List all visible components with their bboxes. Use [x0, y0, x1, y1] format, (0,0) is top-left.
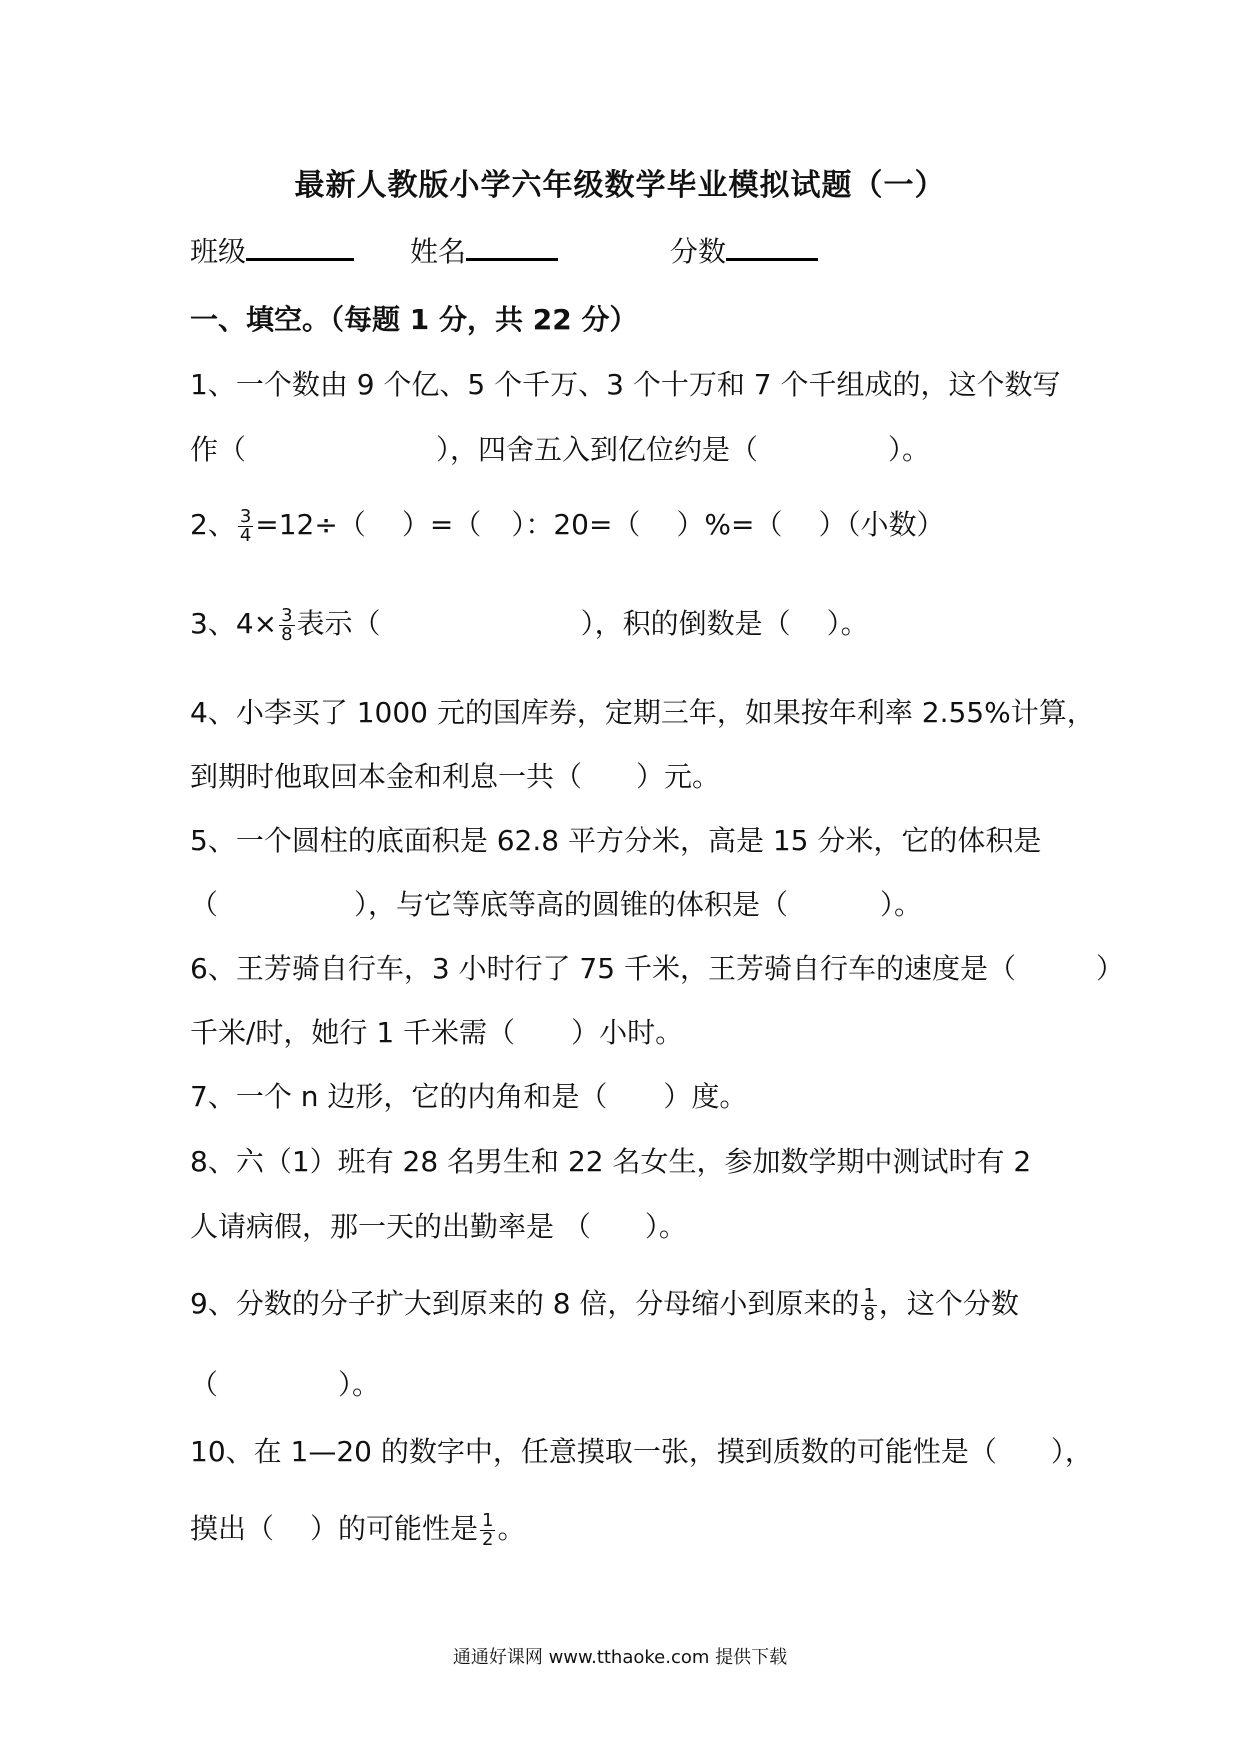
question-1-line-2 — [190, 428, 930, 468]
question-5-line-1: 5、一个圆柱的底面积是 62.8 平方分米，高是 15 分米，它的体积是 — [190, 824, 1042, 857]
fraction-numerator: 1 — [482, 1509, 494, 1531]
q3-text-2: ），积的倒数是（ — [580, 607, 791, 640]
question-3 — [190, 602, 869, 644]
q10-text-3: 摸出（ — [190, 1512, 275, 1545]
name-field — [410, 230, 558, 270]
score-label: 分数 — [670, 235, 727, 268]
q1-text-1: 作（ — [190, 433, 247, 466]
question-6-line-1 — [190, 947, 1124, 987]
page-title: 最新人教版小学六年级数学毕业模拟试题（一） — [294, 168, 946, 203]
class-blank — [246, 232, 354, 261]
q2-text-2: ）=（ — [401, 508, 482, 541]
question-6-line-2 — [190, 1011, 683, 1051]
q1-text-2: ），四舍五入到亿位约是（ — [436, 433, 759, 466]
q7-text-1: 7、一个 n 边形，它的内角和是（ — [190, 1080, 608, 1113]
q10-text-5: 。 — [497, 1512, 526, 1545]
footer-credit: 通通好课网 www.tthaoke.com 提供下载 — [452, 1647, 788, 1668]
q6-text-1: 6、王芳骑自行车，3 小时行了 75 千米，王芳骑自行车的速度是（ — [190, 952, 1016, 985]
question-4-line-2 — [190, 755, 720, 795]
score-field — [670, 230, 818, 270]
fraction — [238, 505, 253, 546]
question-9-line-1 — [190, 1282, 1019, 1324]
fraction-numerator: 3 — [239, 505, 252, 527]
question-8-line-2 — [190, 1205, 687, 1245]
fraction — [480, 1509, 495, 1550]
q5-text-1: （ — [190, 888, 219, 921]
question-9-line-2 — [190, 1363, 380, 1403]
q8-text-2: ）。 — [644, 1210, 687, 1243]
q4-text-1: 到期时他取回本金和利息一共（ — [190, 760, 583, 793]
q6-text-3: 千米/时，她行 1 千米需（ — [190, 1016, 516, 1049]
q2-text-3: ）：20=（ — [511, 508, 641, 541]
question-10-line-1 — [190, 1430, 1093, 1470]
q2-text-1: =12÷（ — [255, 508, 366, 541]
q9-text-2: ，这个分数 — [878, 1287, 1019, 1320]
fraction-denominator: 8 — [281, 623, 293, 645]
q4-text-2: ）元。 — [636, 760, 721, 793]
q5-text-3: ）。 — [880, 888, 923, 921]
fraction — [861, 1284, 876, 1325]
fraction-numerator: 3 — [281, 604, 293, 626]
q7-text-2: ）度。 — [663, 1080, 748, 1113]
section-heading: 一、填空。（每题 1 分，共 22 分） — [190, 303, 638, 336]
class-label: 班级 — [190, 235, 247, 268]
fraction-denominator: 8 — [863, 1303, 875, 1325]
fraction-denominator: 2 — [482, 1528, 494, 1550]
q10-text-1: 10、在 1—20 的数字中，任意摸取一张，摸到质数的可能性是（ — [190, 1435, 997, 1468]
q3-text-0: 3、4× — [190, 607, 278, 640]
class-field — [190, 230, 354, 270]
name-blank — [466, 232, 558, 261]
question-1-line-1: 1、一个数由 9 个亿、5 个千万、3 个十万和 7 个千组成的，这个数写 — [190, 368, 1061, 401]
fraction — [279, 604, 294, 645]
q2-text-5: ）（小数） — [818, 508, 945, 541]
fraction-denominator: 4 — [239, 524, 252, 546]
q6-text-4: ）小时。 — [571, 1016, 684, 1049]
q2-number: 2、 — [190, 508, 236, 541]
q5-text-2: ），与它等底等高的圆锥的体积是（ — [354, 888, 789, 921]
q6-text-2: ） — [1095, 952, 1124, 985]
q10-text-2: ）， — [1050, 1435, 1093, 1468]
q10-text-4: ）的可能性是 — [310, 1512, 479, 1545]
q2-text-4: ）%=（ — [676, 508, 783, 541]
question-7 — [190, 1075, 747, 1115]
score-blank — [726, 232, 818, 261]
q9-text-3: （ — [190, 1368, 219, 1401]
name-label: 姓名 — [410, 235, 467, 268]
question-10-line-2 — [190, 1507, 526, 1549]
question-5-line-2 — [190, 883, 922, 923]
q9-text-1: 9、分数的分子扩大到原来的 8 倍，分母缩小到原来的 — [190, 1287, 860, 1320]
question-8-line-1: 8、六（1）班有 28 名男生和 22 名女生，参加数学期中测试时有 2 — [190, 1145, 1032, 1178]
q3-text-3: ）。 — [826, 607, 869, 640]
q3-text-1: 表示（ — [296, 607, 381, 640]
q9-text-4: ）。 — [338, 1368, 381, 1401]
fraction-numerator: 1 — [863, 1284, 875, 1306]
question-4-line-1: 4、小李买了 1000 元的国库券，定期三年，如果按年利率 2.55%计算， — [190, 696, 1095, 729]
q1-text-3: ）。 — [888, 433, 931, 466]
q8-text-1: 人请病假，那一天的出勤率是 （ — [190, 1210, 591, 1243]
question-2 — [190, 503, 945, 545]
